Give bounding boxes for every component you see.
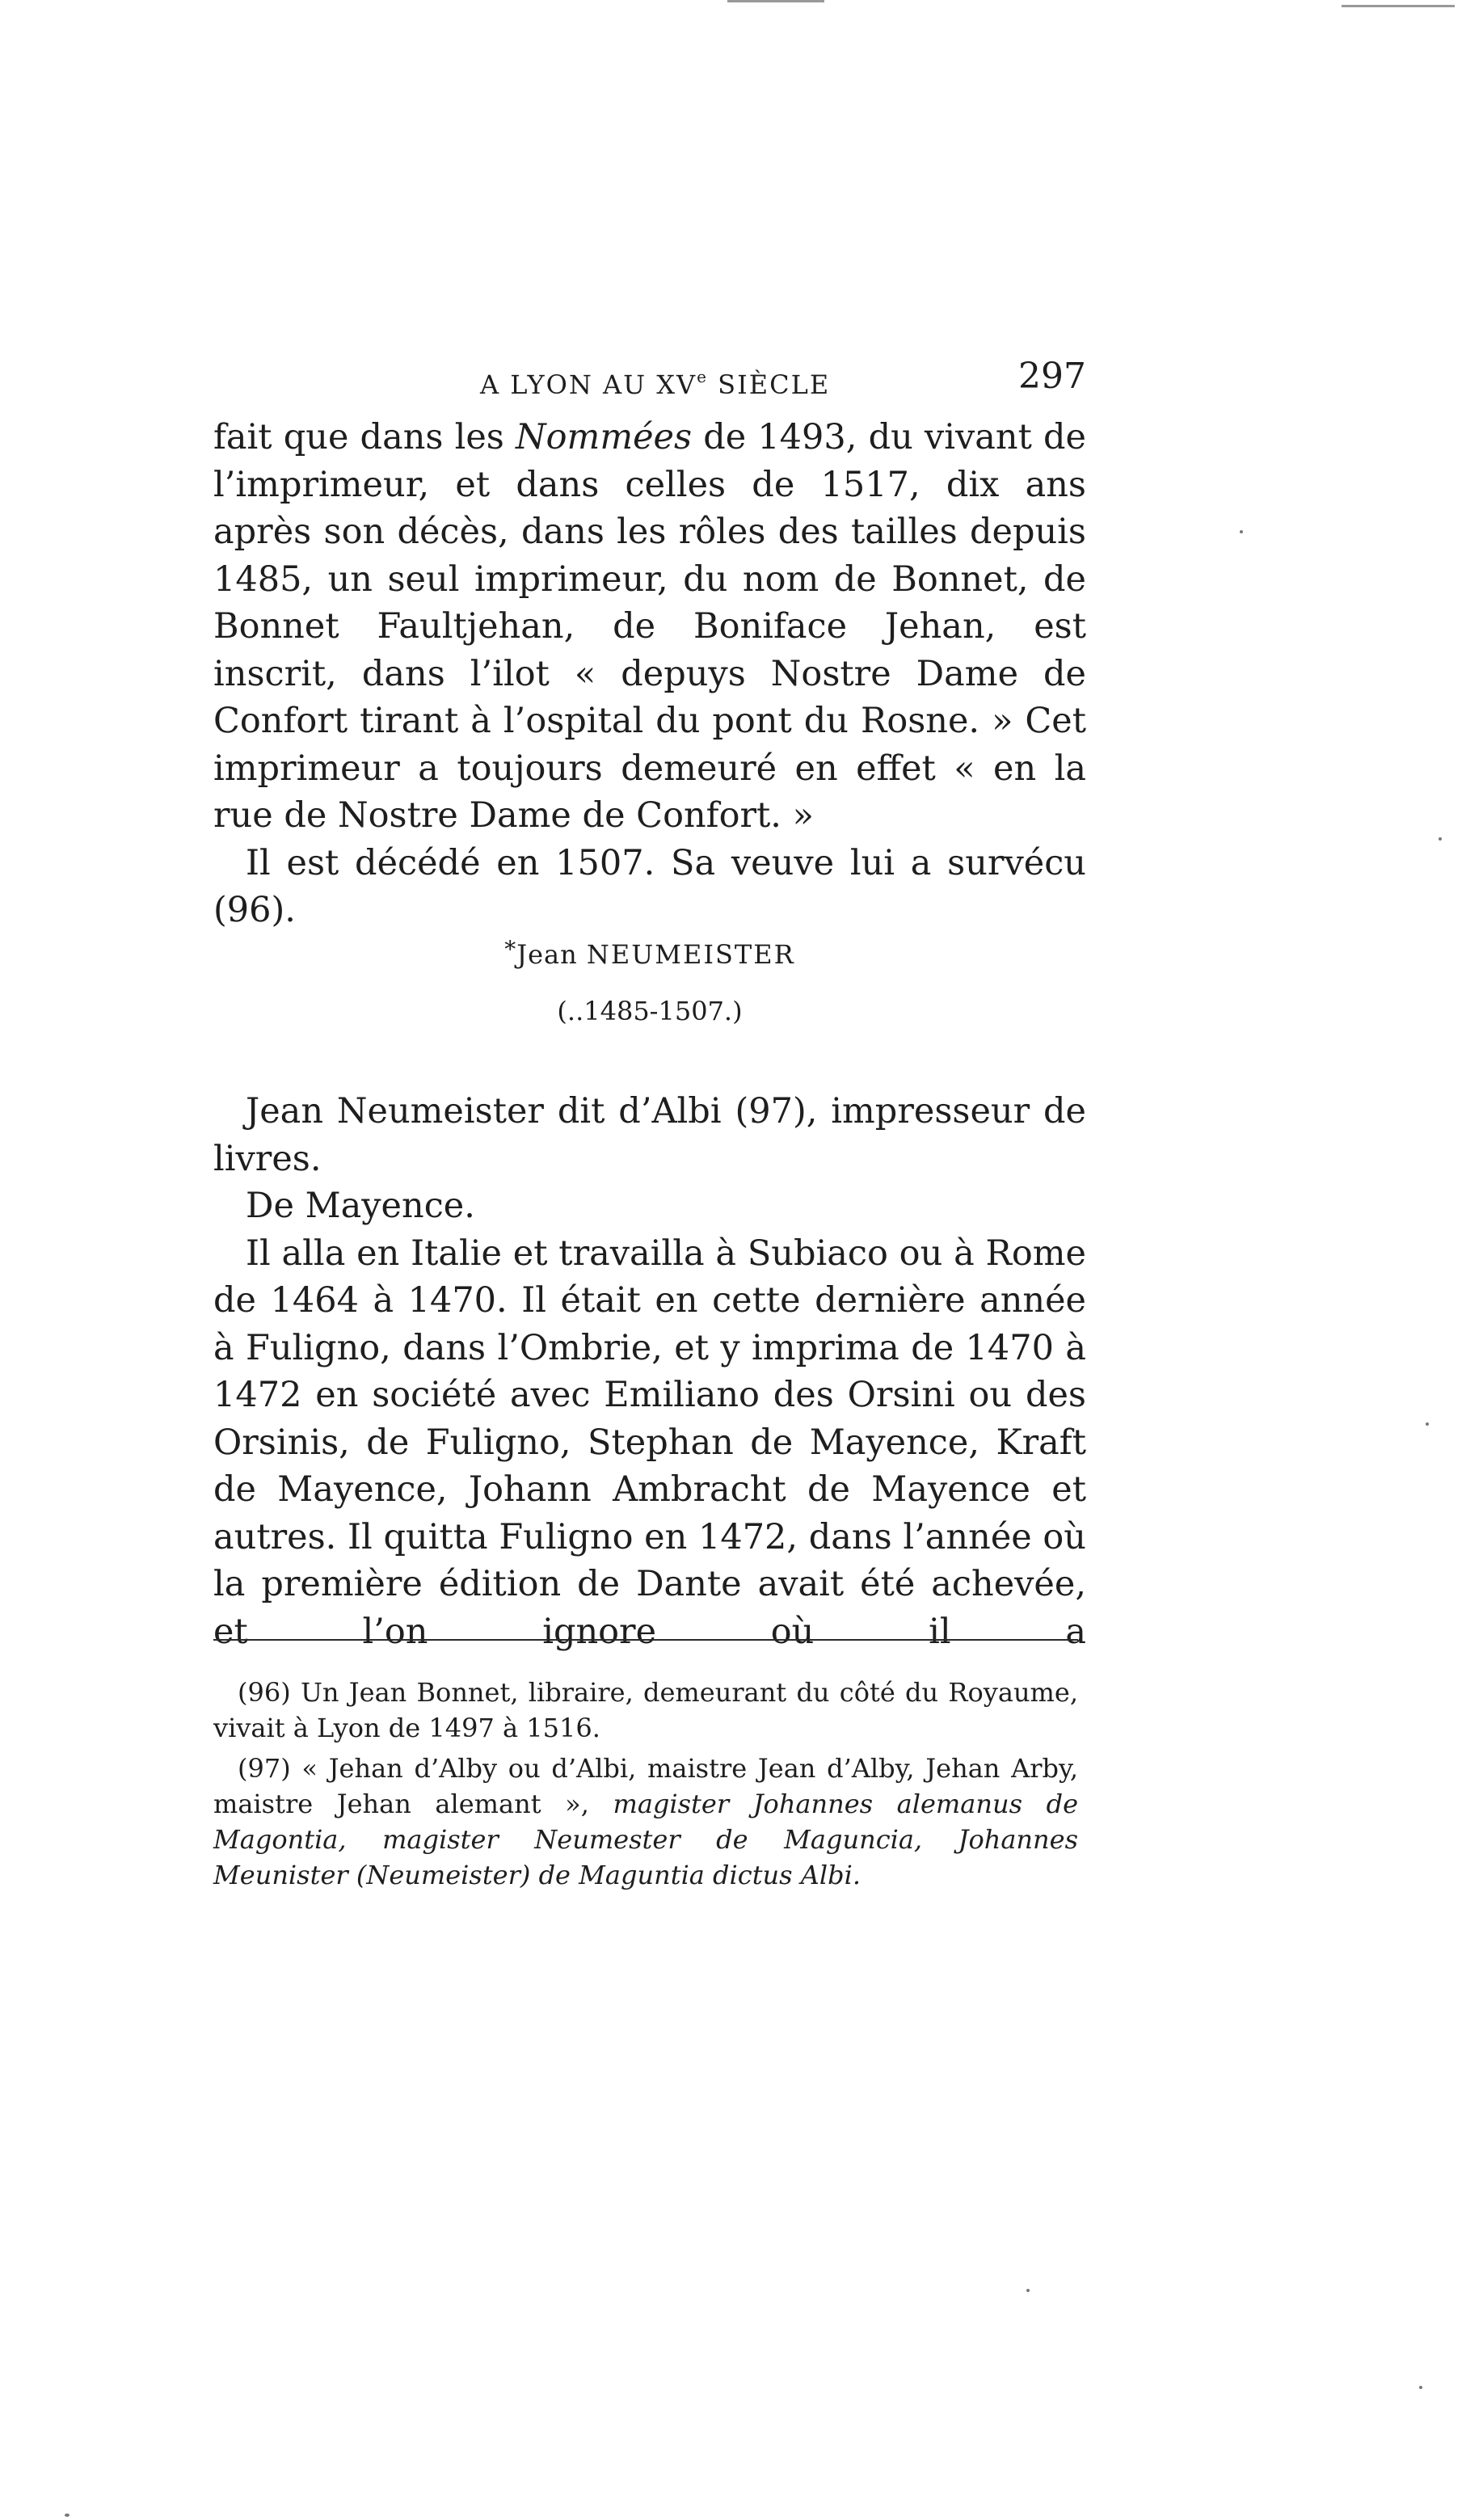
running-title: [480, 367, 830, 400]
paragraph-neumeister: [213, 1088, 1086, 1655]
footnote-97: [213, 1751, 1078, 1893]
page-number: 297: [1018, 356, 1086, 397]
running-title-superscript: e: [697, 367, 708, 386]
scan-speck: [1439, 837, 1442, 841]
scan-edge-mark: [727, 0, 824, 2]
paragraph-bonnet: [213, 414, 1086, 934]
running-title-prefix: A LYON AU XV: [480, 369, 697, 400]
footnote-97-roman: (97) « Jehan d’Alby ou d’Albi, maistre Jean d’Alby, Jehan Arby, maistre Jehan alemant »,: [213, 1753, 1078, 1819]
paragraph-line-intro: Jean Neumeister dit d’Albi (97), impresseur de livres.: [213, 1091, 1086, 1179]
footnote-96: (96) Un Jean Bonnet, libraire, demeurant du côté du Royaume, vivait à Lyon de 1497 à 1516.: [213, 1677, 1078, 1743]
heading-family-name: NEUMEISTER: [586, 939, 795, 970]
scan-speck: [1240, 530, 1243, 533]
scan-speck: [1426, 1422, 1429, 1426]
scan-speck: [1026, 2289, 1030, 2292]
running-head: [213, 356, 1086, 404]
paragraph-bonnet-main: [213, 414, 1086, 840]
italic-term-nommees: Nommées: [516, 417, 693, 457]
paragraph-line-origin: De Mayence.: [246, 1186, 475, 1226]
footnote-97-italic: magister Johannes alemanus de Magontia, magister Neumester de Maguncia, Johannes Meunister (Neumeister) de Maguntia dictus Albi.: [213, 1789, 1079, 1890]
section-heading: [213, 936, 1086, 970]
text-run: de 1493, du vivant de l’imprimeur, et dans celles de 1517, dix ans après son décès, dans les rôles des tailles depuis 1485, un seul imprimeur, du nom de Bonnet, de Bonnet Faultjehan, de Boniface Jehan, est inscrit, dans l’ilot « depuys Nostre Dame de Confort tirant à l’ospital du pont du Rosne. » Cet imprimeur a toujours demeuré en effet « en la rue de Nostre Dame de Confort. »: [213, 417, 1086, 836]
scan-speck: [65, 2514, 70, 2517]
scan-speck: [1419, 2386, 1422, 2389]
paragraph-line-career: Il alla en Italie et travailla à Subiaco ou à Rome de 1464 à 1470. Il était en cette dernière année à Fuligno, dans l’Ombrie, et y imprima de 1470 à 1472 en société avec Emiliano des Orsini ou des Orsinis, de Fuligno, Stephan de Mayence, Kraft de Mayence, Johann Ambracht de Mayence et autres. Il quitta Fuligno en 1472, dans l’année où la première édition de Dante avait été achevée, et l’on ignore où il a: [213, 1233, 1086, 1652]
asterisk-mark: *: [504, 936, 517, 963]
running-title-suffix: SIÈCLE: [708, 369, 831, 400]
heading-given-name: Jean: [516, 939, 578, 970]
text-run: fait que dans les: [213, 417, 516, 457]
paragraph-death: Il est décédé en 1507. Sa veuve lui a survécu (96).: [213, 842, 1086, 930]
footnote-divider: [213, 1639, 1078, 1641]
section-dates: (..1485-1507.): [557, 996, 743, 1026]
footnotes: [213, 1675, 1078, 1898]
scan-edge-mark: [1342, 5, 1455, 7]
